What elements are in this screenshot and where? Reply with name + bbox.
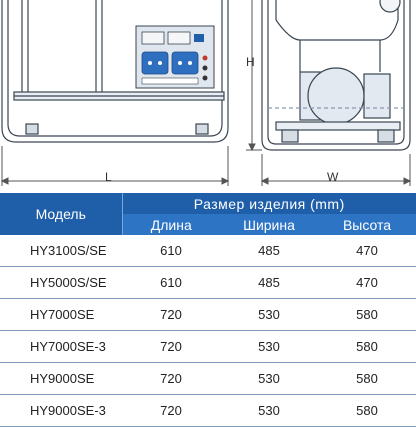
height-cell: 580: [318, 395, 416, 427]
height-cell: 580: [318, 363, 416, 395]
height-column-header: Высота: [318, 214, 416, 235]
generator-drawing: [0, 0, 416, 190]
height-cell: 470: [318, 267, 416, 299]
table-row: [0, 363, 416, 395]
model-cell: HY9000SE-3: [0, 395, 122, 427]
width-cell: 485: [220, 267, 318, 299]
width-cell: 530: [220, 395, 318, 427]
table-row: [0, 235, 416, 267]
length-cell: 720: [122, 363, 220, 395]
size-group-header: Размер изделия (mm): [122, 193, 416, 214]
length-cell: 610: [122, 267, 220, 299]
width-cell: 530: [220, 331, 318, 363]
length-cell: 720: [122, 331, 220, 363]
width-cell: 485: [220, 235, 318, 267]
generator-front-side-view: [0, 0, 416, 190]
length-cell: 720: [122, 395, 220, 427]
height-cell: 580: [318, 299, 416, 331]
length-cell: 610: [122, 235, 220, 267]
width-cell: 530: [220, 299, 318, 331]
height-dimension-label: H: [246, 55, 255, 69]
width-dimension-label: W: [327, 170, 339, 184]
model-cell: HY5000S/SE: [0, 267, 122, 299]
width-column-header: Ширина: [220, 214, 318, 235]
model-cell: HY9000SE: [0, 363, 122, 395]
size-table: [0, 193, 416, 427]
length-column-header: Длина: [122, 214, 220, 235]
table-row: [0, 331, 416, 363]
height-cell: 580: [318, 331, 416, 363]
length-cell: 720: [122, 299, 220, 331]
table-row: [0, 299, 416, 331]
table-row: [0, 395, 416, 427]
width-cell: 530: [220, 363, 318, 395]
model-cell: HY7000SE-3: [0, 331, 122, 363]
model-cell: HY7000SE: [0, 299, 122, 331]
table-row: [0, 267, 416, 299]
model-cell: HY3100S/SE: [0, 235, 122, 267]
length-dimension-label: L: [105, 170, 112, 184]
model-column-header: Модель: [0, 193, 122, 235]
height-cell: 470: [318, 235, 416, 267]
